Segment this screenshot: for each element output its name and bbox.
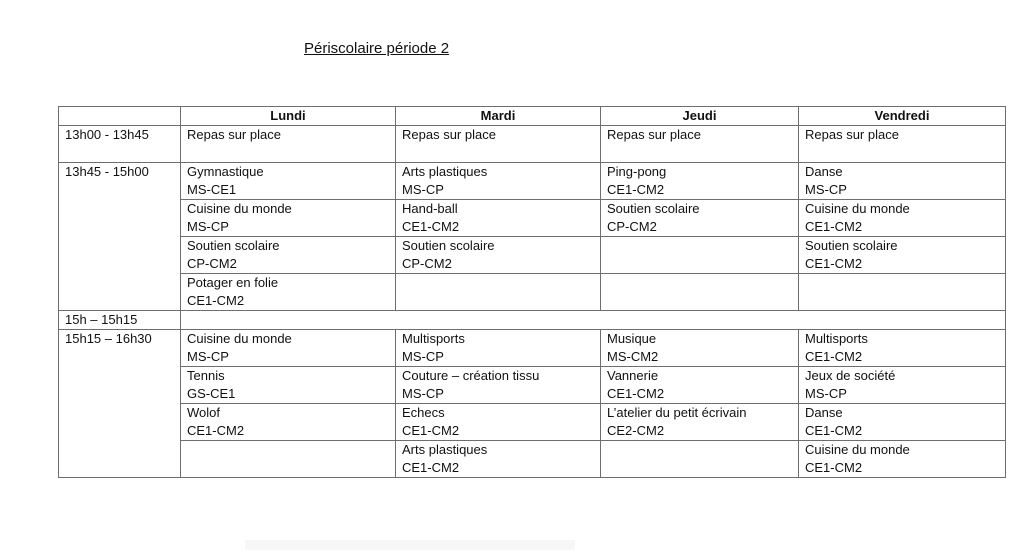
activity-name: Soutien scolaire xyxy=(607,201,700,216)
activity-cell-mardi xyxy=(396,404,601,441)
activity-name xyxy=(402,274,594,292)
activity-cell-vendredi xyxy=(799,237,1006,274)
activity-row xyxy=(59,274,1006,311)
activity-level: CE1-CM2 xyxy=(187,293,245,308)
activity-cell-vendredi xyxy=(799,330,1006,367)
activity-level: MS-CP xyxy=(805,182,847,197)
activity-level: CE1-CM2 xyxy=(402,219,460,234)
activity-name: Hand-ball xyxy=(402,201,458,216)
activity-level: CE1-CM2 xyxy=(805,349,863,364)
activity-cell-vendredi xyxy=(799,274,1006,311)
activity-name: Couture – création tissu xyxy=(402,368,540,383)
activity-cell-jeudi xyxy=(601,126,799,163)
activity-cell-mardi xyxy=(396,163,601,200)
header-corner-cell xyxy=(59,107,181,126)
day-header-lundi: Lundi xyxy=(181,107,396,126)
activity-level: CP-CM2 xyxy=(607,219,657,234)
activity-name: Danse xyxy=(805,405,843,420)
time-slot-cell: 13h00 - 13h45 xyxy=(59,126,181,163)
activity-row xyxy=(59,200,1006,237)
activity-cell-vendredi xyxy=(799,367,1006,404)
activity-level: MS-CP xyxy=(402,349,444,364)
activity-name: Cuisine du monde xyxy=(805,442,910,457)
activity-level: CE1-CM2 xyxy=(402,423,460,438)
activity-row xyxy=(59,367,1006,404)
activity-cell-jeudi xyxy=(601,274,799,311)
activity-name: Soutien scolaire xyxy=(187,238,280,253)
activity-name: Cuisine du monde xyxy=(187,201,292,216)
activity-name: Multisports xyxy=(805,331,868,346)
activity-cell-mardi xyxy=(396,126,601,163)
activity-name: Repas sur place xyxy=(402,127,496,142)
activity-name: Jeux de société xyxy=(805,368,896,383)
activity-level: CE1-CM2 xyxy=(805,460,863,475)
activity-name: Cuisine du monde xyxy=(805,201,910,216)
page-edge-strip xyxy=(245,540,575,550)
activity-cell-jeudi xyxy=(601,163,799,200)
time-slot-cell: 13h45 - 15h00 xyxy=(59,163,181,311)
activity-cell-vendredi xyxy=(799,200,1006,237)
activity-cell-lundi xyxy=(181,274,396,311)
activity-cell-mardi xyxy=(396,441,601,478)
activity-cell-lundi xyxy=(181,237,396,274)
activity-row xyxy=(59,163,1006,200)
header-row xyxy=(59,107,1006,126)
activity-name: Cuisine du monde xyxy=(187,331,292,346)
activity-row xyxy=(59,404,1006,441)
activity-name: Danse xyxy=(805,164,843,179)
activity-name: Wolof xyxy=(187,405,220,420)
activity-cell-lundi xyxy=(181,126,396,163)
activity-level: CE1-CM2 xyxy=(402,460,460,475)
activity-cell-vendredi xyxy=(799,404,1006,441)
activity-level: CP-CM2 xyxy=(187,256,237,271)
activity-cell-jeudi xyxy=(601,237,799,274)
activity-level: CE1-CM2 xyxy=(805,256,863,271)
activity-name xyxy=(607,441,792,459)
schedule-body xyxy=(59,126,1006,478)
activity-name: Echecs xyxy=(402,405,445,420)
activity-cell-vendredi xyxy=(799,163,1006,200)
activity-name: Musique xyxy=(607,331,657,346)
activity-level: GS-CE1 xyxy=(187,386,236,401)
activity-cell-vendredi xyxy=(799,441,1006,478)
activity-name: Arts plastiques xyxy=(402,164,488,179)
time-slot-cell: 15h – 15h15 xyxy=(59,311,181,330)
activity-name: Repas sur place xyxy=(805,127,899,142)
activity-cell-mardi xyxy=(396,237,601,274)
activity-level: CE1-CM2 xyxy=(187,423,245,438)
schedule-table xyxy=(58,106,1006,478)
activity-name: Soutien scolaire xyxy=(805,238,898,253)
day-header-jeudi: Jeudi xyxy=(601,107,799,126)
activity-cell-lundi xyxy=(181,404,396,441)
activity-level: MS-CP xyxy=(402,386,444,401)
activity-level: MS-CP xyxy=(187,349,229,364)
activity-cell-jeudi xyxy=(601,441,799,478)
activity-cell-mardi xyxy=(396,200,601,237)
activity-name: Multisports xyxy=(402,331,465,346)
activity-level: MS-CP xyxy=(805,386,847,401)
activity-name xyxy=(607,274,792,292)
activity-cell-mardi xyxy=(396,330,601,367)
activity-row xyxy=(59,441,1006,478)
activity-row xyxy=(59,237,1006,274)
slot-break-row xyxy=(59,311,1006,330)
activity-cell-mardi xyxy=(396,274,601,311)
activity-name xyxy=(805,274,999,292)
activity-level: CE1-CM2 xyxy=(607,386,665,401)
activity-name: Gymnastique xyxy=(187,164,264,179)
activity-cell-jeudi xyxy=(601,367,799,404)
time-slot-cell: 15h15 – 16h30 xyxy=(59,330,181,478)
day-header-vendredi: Vendredi xyxy=(799,107,1006,126)
activity-cell-mardi xyxy=(396,367,601,404)
day-header-mardi: Mardi xyxy=(396,107,601,126)
activity-level: CE1-CM2 xyxy=(805,423,863,438)
activity-name: Soutien scolaire xyxy=(402,238,495,253)
activity-name: Arts plastiques xyxy=(402,442,488,457)
activity-name: Repas sur place xyxy=(187,127,281,142)
activity-name: L’atelier du petit écrivain xyxy=(607,405,747,420)
activity-level: MS-CE1 xyxy=(187,182,237,197)
activity-level: CE1-CM2 xyxy=(805,219,863,234)
activity-name: Tennis xyxy=(187,368,225,383)
activity-name: Repas sur place xyxy=(607,127,701,142)
page-title: Périscolaire période 2 xyxy=(304,40,450,57)
activity-cell-lundi xyxy=(181,367,396,404)
activity-cell-lundi xyxy=(181,200,396,237)
activity-cell-lundi xyxy=(181,163,396,200)
activity-level: CE1-CM2 xyxy=(607,182,665,197)
activity-name: Potager en folie xyxy=(187,275,279,290)
activity-level: CP-CM2 xyxy=(402,256,452,271)
activity-level: MS-CP xyxy=(187,219,229,234)
activity-cell-lundi xyxy=(181,441,396,478)
activity-cell-jeudi xyxy=(601,404,799,441)
activity-row xyxy=(59,126,1006,163)
activity-name: Ping-pong xyxy=(607,164,667,179)
break-empty-cell xyxy=(181,311,1006,330)
activity-name: Vannerie xyxy=(607,368,659,383)
activity-level: MS-CP xyxy=(402,182,444,197)
activity-cell-jeudi xyxy=(601,200,799,237)
activity-cell-lundi xyxy=(181,330,396,367)
activity-name xyxy=(187,441,389,459)
activity-row xyxy=(59,330,1006,367)
activity-cell-vendredi xyxy=(799,126,1006,163)
activity-cell-jeudi xyxy=(601,330,799,367)
activity-level: CE2-CM2 xyxy=(607,423,665,438)
activity-level: MS-CM2 xyxy=(607,349,659,364)
activity-name xyxy=(607,237,792,255)
